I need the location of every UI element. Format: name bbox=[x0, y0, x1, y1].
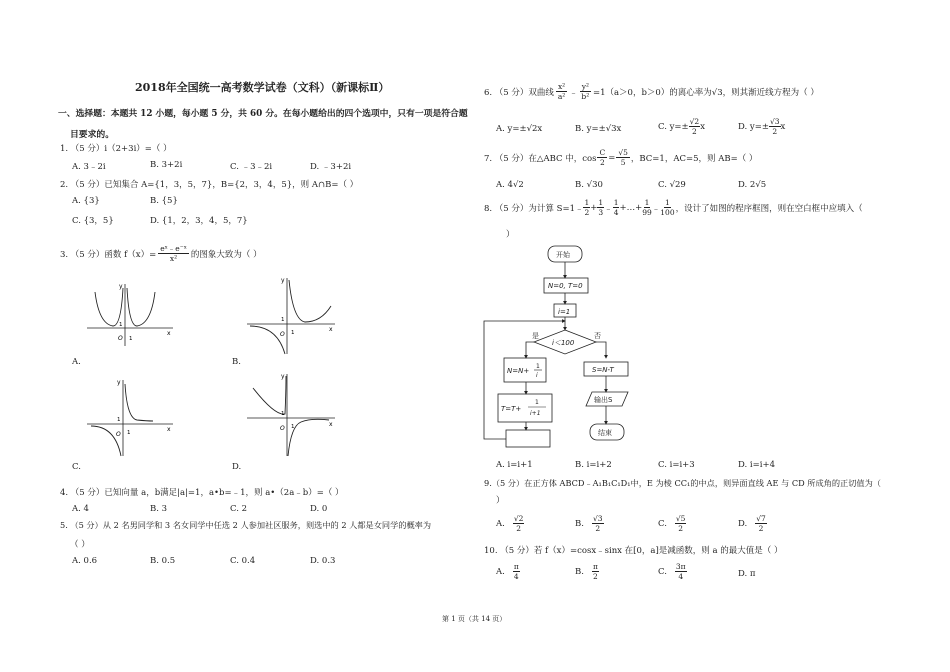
q2-option-d: D. {1，2，3，4，5，7} bbox=[150, 216, 248, 226]
flow-i1: i=1 bbox=[558, 308, 571, 316]
q6-option-c bbox=[658, 117, 705, 136]
q10-a-label: A. bbox=[496, 566, 505, 577]
q9-a-den: 2 bbox=[516, 524, 522, 533]
q8-frac-3 bbox=[613, 198, 620, 217]
q7-option-c: C. √29 bbox=[658, 180, 686, 190]
q6-frac2 bbox=[580, 82, 591, 101]
q4-option-b: B. 3 bbox=[150, 504, 168, 514]
q8-option-d: D. i=i+4 bbox=[738, 460, 776, 470]
q9-a-frac bbox=[513, 514, 525, 533]
q6-option-d-prefix: D. y=± bbox=[738, 121, 769, 132]
q6-option-c-frac bbox=[689, 117, 701, 136]
q8-op-1: + bbox=[590, 202, 598, 213]
q10-c-num: 3π bbox=[675, 562, 686, 571]
q9-option-a bbox=[496, 514, 524, 533]
q3-fraction bbox=[158, 244, 189, 263]
q6-minus: ﹣ bbox=[569, 87, 578, 98]
svg-text:1: 1 bbox=[291, 424, 295, 430]
q10-b-den: 2 bbox=[593, 572, 598, 581]
svg-text:y: y bbox=[119, 283, 123, 290]
q8-f2-den: 3 bbox=[598, 208, 604, 217]
flow-n-frac-num: 1 bbox=[536, 363, 540, 370]
q5-option-c: C. 0.4 bbox=[230, 556, 256, 566]
q10-option-c bbox=[658, 562, 687, 581]
q1-option-d: D. ﹣3+2i bbox=[310, 162, 352, 172]
q8-option-c: C. i=i+3 bbox=[658, 460, 695, 470]
q8-op-3: +…+ bbox=[619, 202, 643, 213]
q9-b-label: B. bbox=[575, 518, 584, 529]
q7-frac2-den: 5 bbox=[620, 158, 626, 167]
q9-d-frac bbox=[755, 514, 767, 533]
q1-option-a: A. 3﹣2i bbox=[72, 162, 106, 172]
page-footer: 第 1 页（共 14 页） bbox=[442, 615, 507, 623]
q10-option-a bbox=[496, 562, 520, 581]
q10-option-b bbox=[575, 562, 599, 581]
svg-text:y: y bbox=[281, 373, 285, 380]
q7-frac1-num: C bbox=[599, 148, 606, 157]
q7-stem-a: 7. （5 分）在△ABC 中，cos bbox=[484, 153, 597, 164]
q1-option-b: B. 3+2i bbox=[150, 160, 183, 170]
question-7-stem bbox=[484, 148, 757, 167]
q8-stem-a: 8. （5 分）为计算 S=1﹣ bbox=[484, 203, 584, 214]
q9-d-num: √7 bbox=[756, 514, 766, 523]
flow-t-frac-den: i+1 bbox=[530, 410, 541, 417]
q8-f2-num: 1 bbox=[598, 198, 604, 207]
q7-frac1 bbox=[597, 148, 607, 167]
q8-f3-den: 4 bbox=[613, 208, 619, 217]
q7-option-b: B. √30 bbox=[575, 180, 603, 190]
q10-c-label: C. bbox=[658, 566, 667, 577]
q9-b-num: √3 bbox=[592, 514, 603, 523]
q9-d-den: 2 bbox=[758, 524, 764, 533]
q9-a-label: A. bbox=[496, 518, 505, 529]
svg-text:x: x bbox=[329, 421, 333, 428]
q3-graph-c bbox=[85, 378, 175, 458]
q6-c-den: 2 bbox=[692, 127, 697, 136]
q4-option-d: D. 0 bbox=[310, 504, 328, 514]
svg-text:1: 1 bbox=[117, 417, 121, 423]
svg-text:O: O bbox=[280, 425, 285, 432]
section-heading-cont: 目要求的。 bbox=[70, 130, 114, 140]
q9-option-d bbox=[738, 514, 767, 533]
q6-frac2-num: y² bbox=[581, 82, 589, 91]
q5-paren: （ ） bbox=[70, 540, 90, 550]
q10-b-frac bbox=[592, 562, 599, 581]
svg-text:1: 1 bbox=[281, 317, 285, 323]
q9-option-b bbox=[575, 514, 604, 533]
q9-c-frac bbox=[675, 514, 687, 533]
q9-d-label: D. bbox=[738, 518, 748, 529]
q9-c-den: 2 bbox=[678, 524, 684, 533]
q8-frac-5 bbox=[660, 198, 674, 217]
q8-stem-b: ，设计了如图的程序框图，则在空白框中应填入（ bbox=[675, 203, 863, 214]
flow-end: 结束 bbox=[598, 429, 612, 437]
q10-a-den: 4 bbox=[513, 572, 519, 581]
q6-option-d bbox=[738, 117, 785, 136]
q7-frac1-den: 2 bbox=[599, 158, 605, 167]
page-title: 2018年全国统一高考数学试卷（文科）（新课标Ⅱ） bbox=[135, 81, 390, 94]
q8-op-4: ﹣ bbox=[651, 203, 661, 214]
question-5-stem: 5. （5 分）从 2 名男同学和 3 名女同学中任选 2 人参加社区服务，则选中的 2 人都是女同学的概率为 bbox=[60, 520, 432, 530]
q1-option-c: C. ﹣3﹣2i bbox=[230, 162, 273, 172]
q3-graph-b bbox=[245, 276, 337, 356]
q6-d-num: √3 bbox=[769, 117, 780, 126]
q10-option-d: D. π bbox=[738, 569, 756, 579]
flow-t-update: T=T+ bbox=[501, 405, 522, 413]
q8-flowchart bbox=[480, 242, 670, 450]
q5-option-a: A. 0.6 bbox=[72, 556, 98, 566]
q9-a-num: √2 bbox=[513, 514, 524, 523]
q8-f1-den: 2 bbox=[584, 208, 590, 217]
q9-c-num: √5 bbox=[675, 514, 686, 523]
svg-text:O: O bbox=[116, 431, 121, 438]
q2-option-c: C. {3，5} bbox=[72, 216, 114, 226]
q8-option-b: B. i=i+2 bbox=[575, 460, 612, 470]
q2-option-a: A. {3} bbox=[72, 196, 100, 206]
q6-frac1 bbox=[556, 82, 567, 101]
q10-a-frac bbox=[513, 562, 520, 581]
q10-c-den: 4 bbox=[678, 572, 684, 581]
q4-option-c: C. 2 bbox=[230, 504, 248, 514]
q7-option-d: D. 2√5 bbox=[738, 180, 767, 190]
svg-text:y: y bbox=[281, 277, 285, 284]
q3-graph-a bbox=[85, 282, 175, 348]
question-1-stem: 1. （5 分）i（2+3i）=（ ） bbox=[60, 144, 172, 154]
q7-equals: = bbox=[608, 152, 616, 163]
q3-numerator: eˣ﹣e⁻ˣ bbox=[160, 244, 187, 253]
q8-frac-1 bbox=[583, 198, 590, 217]
svg-text:x: x bbox=[329, 326, 333, 333]
flow-s-calc: S=N-T bbox=[592, 366, 614, 374]
q10-b-num: π bbox=[592, 562, 598, 571]
q6-option-d-frac bbox=[769, 117, 781, 136]
q6-frac1-den: a² bbox=[557, 92, 566, 101]
svg-text:x: x bbox=[167, 330, 171, 337]
q9-option-c bbox=[658, 514, 686, 533]
svg-text:O: O bbox=[118, 335, 123, 342]
q10-b-label: B. bbox=[575, 566, 584, 577]
q8-f3-num: 1 bbox=[613, 198, 619, 207]
q6-stem-b: =1（a＞0，b＞0）的离心率为√3，则其渐近线方程为（ ） bbox=[592, 87, 819, 98]
q10-c-frac bbox=[675, 562, 687, 581]
question-9-stem: 9.（5 分）在正方体 ABCD﹣A₁B₁C₁D₁中，E 为棱 CC₁的中点，则异面直线 AE 与 CD 所成角的正切值为（ bbox=[484, 478, 881, 488]
q7-stem-b: ，BC=1，AC=5，则 AB=（ ） bbox=[630, 153, 758, 164]
q5-option-d: D. 0.3 bbox=[310, 556, 336, 566]
flow-yes: 是 bbox=[532, 332, 539, 340]
q6-stem-a: 6. （5 分）双曲线 bbox=[484, 87, 554, 98]
q7-frac2-num: √5 bbox=[618, 148, 628, 157]
flow-n-update: N=N+ bbox=[507, 367, 530, 375]
q8-frac-4 bbox=[642, 198, 652, 217]
question-3-stem bbox=[60, 244, 262, 263]
q10-a-num: π bbox=[513, 562, 519, 571]
q3-stem-b: 的图象大致为（ ） bbox=[190, 249, 262, 260]
svg-text:O: O bbox=[280, 331, 285, 338]
q9-c-label: C. bbox=[658, 518, 667, 529]
q3-graph-d bbox=[245, 372, 337, 458]
q2-option-b: B. {5} bbox=[150, 196, 178, 206]
q8-f1-num: 1 bbox=[584, 198, 590, 207]
q3-label-a: A. bbox=[72, 357, 81, 367]
q9-b-den: 2 bbox=[595, 524, 601, 533]
q6-option-c-x: x bbox=[700, 121, 706, 132]
q8-op-2: ﹣ bbox=[604, 203, 613, 214]
q9-paren-end: ） bbox=[496, 496, 505, 506]
q7-frac2 bbox=[616, 148, 630, 167]
q9-b-frac bbox=[592, 514, 604, 533]
q6-option-d-x: x bbox=[780, 121, 786, 132]
flow-no: 否 bbox=[594, 332, 601, 340]
svg-text:1: 1 bbox=[281, 411, 285, 417]
q8-paren-end: ） bbox=[506, 230, 515, 240]
question-4-stem: 4. （5 分）已知向量 a，b满足|a|=1，a•b=﹣1，则 a•（2a﹣b）=（ ） bbox=[60, 488, 344, 498]
question-2-stem: 2. （5 分）已知集合 A={1，3，5，7}，B={2，3，4，5}，则 A∩B=（ ） bbox=[60, 180, 359, 190]
svg-text:1: 1 bbox=[127, 430, 131, 436]
q8-f5-num: 1 bbox=[665, 198, 670, 207]
svg-text:x: x bbox=[167, 426, 171, 433]
q8-f5-den: 100 bbox=[660, 208, 675, 217]
q7-option-a: A. 4√2 bbox=[496, 180, 524, 190]
q6-frac2-den: b² bbox=[581, 92, 590, 101]
flow-init: N=0, T=0 bbox=[548, 282, 583, 290]
q6-option-c-prefix: C. y=± bbox=[658, 121, 689, 132]
q6-option-a: A. y=±√2x bbox=[496, 124, 543, 134]
q8-frac-2 bbox=[597, 198, 604, 217]
question-10-stem: 10. （5 分）若 f（x）=cosx﹣sinx 在[0，a]是减函数，则 a 的最大值是（ ） bbox=[484, 546, 783, 556]
question-6-stem bbox=[484, 82, 819, 101]
q6-d-den: 2 bbox=[772, 127, 778, 136]
flow-cond: i＜100 bbox=[552, 339, 575, 347]
q3-label-b: B. bbox=[232, 357, 241, 367]
section-heading: 一、选择题：本题共 12 小题，每小题 5 分，共 60 分。在每小题给出的四个选项中，只有一项是符合题 bbox=[58, 109, 468, 119]
svg-text:1: 1 bbox=[291, 330, 295, 336]
q3-stem-a: 3. （5 分）函数 f（x）= bbox=[60, 249, 157, 260]
q3-label-c: C. bbox=[72, 462, 81, 472]
question-8-stem bbox=[484, 198, 863, 217]
svg-text:1: 1 bbox=[129, 336, 133, 342]
flow-t-frac-num: 1 bbox=[535, 399, 539, 406]
svg-text:1: 1 bbox=[119, 322, 123, 328]
q6-option-b: B. y=±√3x bbox=[575, 124, 622, 134]
q8-f4-den: 99 bbox=[642, 208, 652, 217]
flow-output: 输出S bbox=[594, 396, 613, 404]
flow-start: 开始 bbox=[556, 251, 570, 259]
flow-n-frac-den: i bbox=[536, 372, 538, 379]
svg-text:y: y bbox=[117, 379, 121, 386]
q3-denominator: x² bbox=[169, 254, 178, 263]
q4-option-a: A. 4 bbox=[72, 504, 89, 514]
q3-label-d: D. bbox=[232, 462, 242, 472]
q6-c-num: √2 bbox=[689, 117, 700, 126]
q5-option-b: B. 0.5 bbox=[150, 556, 176, 566]
q8-option-a: A. i=i+1 bbox=[496, 460, 533, 470]
q8-f4-num: 1 bbox=[644, 198, 650, 207]
q6-frac1-num: x² bbox=[557, 82, 566, 91]
